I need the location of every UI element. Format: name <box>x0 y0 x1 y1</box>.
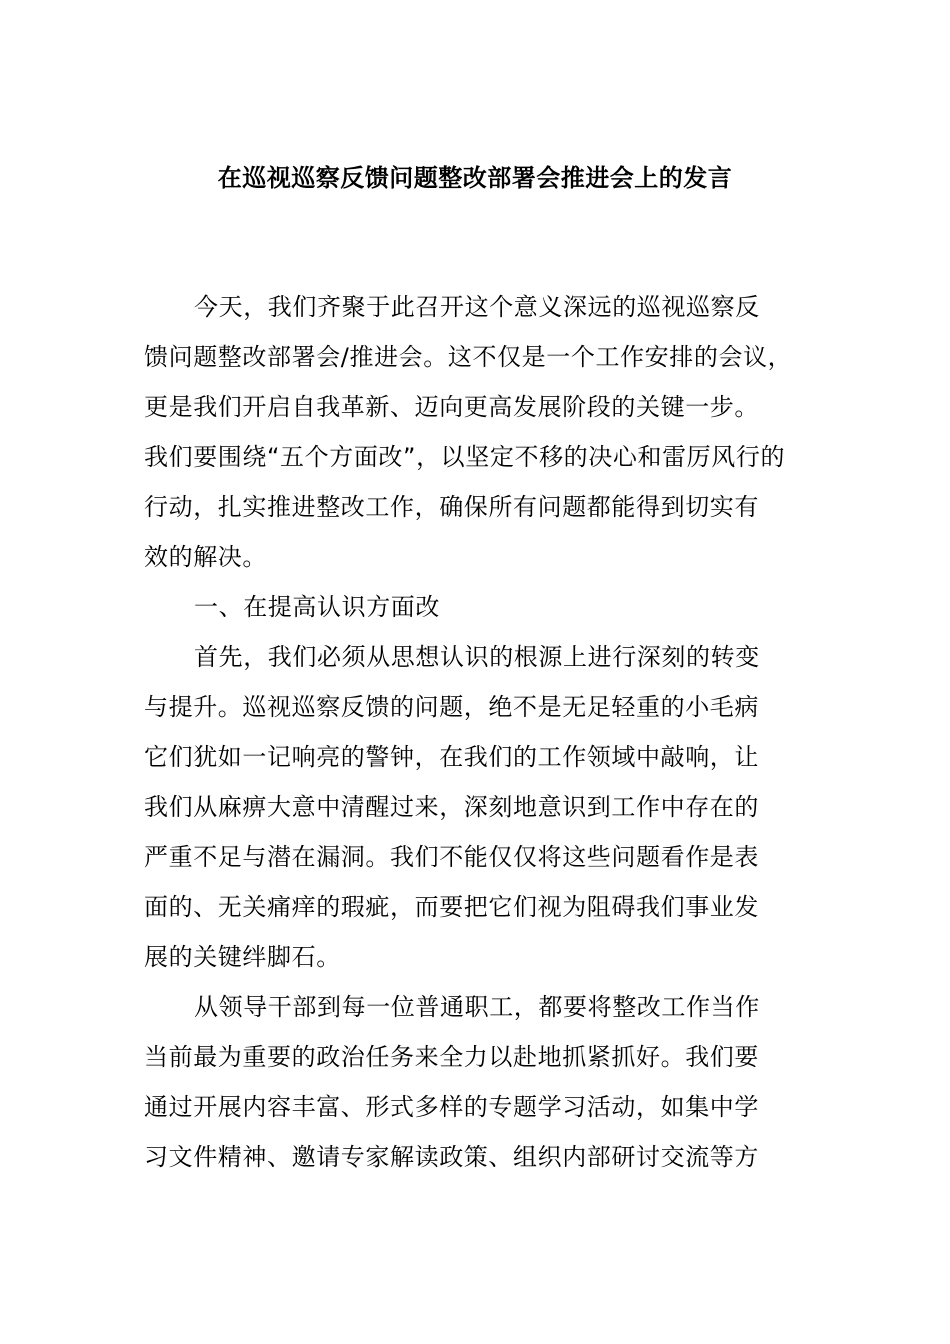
paragraph-line: 展的关键绊脚石。 <box>144 943 341 971</box>
paragraph-line: 习文件精神、邀请专家解读政策、组织内部研讨交流等方 <box>144 1143 759 1171</box>
paragraph-line: 当前最为重要的政治任务来全力以赴地抓紧抓好。我们要 <box>144 1043 759 1071</box>
paragraph-line: 效的解决。 <box>144 543 267 571</box>
paragraph-line: 馈问题整改部署会/推进会。这不仅是一个工作安排的会议， <box>144 343 793 371</box>
paragraph-line: 今天，我们齐聚于此召开这个意义深远的巡视巡察反 <box>194 293 760 321</box>
paragraph-line: 首先，我们必须从思想认识的根源上进行深刻的转变 <box>194 643 760 671</box>
paragraph-line: 我们从麻痹大意中清醒过来，深刻地意识到工作中存在的 <box>144 793 759 821</box>
paragraph-line: 与提升。巡视巡察反馈的问题，绝不是无足轻重的小毛病 <box>144 693 759 721</box>
section-heading: 一、在提高认识方面改 <box>194 593 440 621</box>
paragraph-line: 我们要围绕“五个方面改”，以坚定不移的决心和雷厉风行的 <box>144 443 786 471</box>
paragraph-line: 更是我们开启自我革新、迈向更高发展阶段的关键一步。 <box>144 393 759 421</box>
paragraph-line: 从领导干部到每一位普通职工，都要将整改工作当作 <box>194 993 760 1021</box>
paragraph-line: 行动，扎实推进整改工作，确保所有问题都能得到切实有 <box>144 493 759 521</box>
document-body <box>144 282 814 1182</box>
paragraph-line: 面的、无关痛痒的瑕疵，而要把它们视为阻碍我们事业发 <box>144 893 759 921</box>
document-title: 在巡视巡察反馈问题整改部署会推进会上的发言 <box>217 164 733 192</box>
paragraph-line: 严重不足与潜在漏洞。我们不能仅仅将这些问题看作是表 <box>144 843 759 871</box>
paragraph-line: 它们犹如一记响亮的警钟，在我们的工作领域中敲响，让 <box>144 743 759 771</box>
paragraph-line: 通过开展内容丰富、形式多样的专题学习活动，如集中学 <box>144 1093 759 1121</box>
